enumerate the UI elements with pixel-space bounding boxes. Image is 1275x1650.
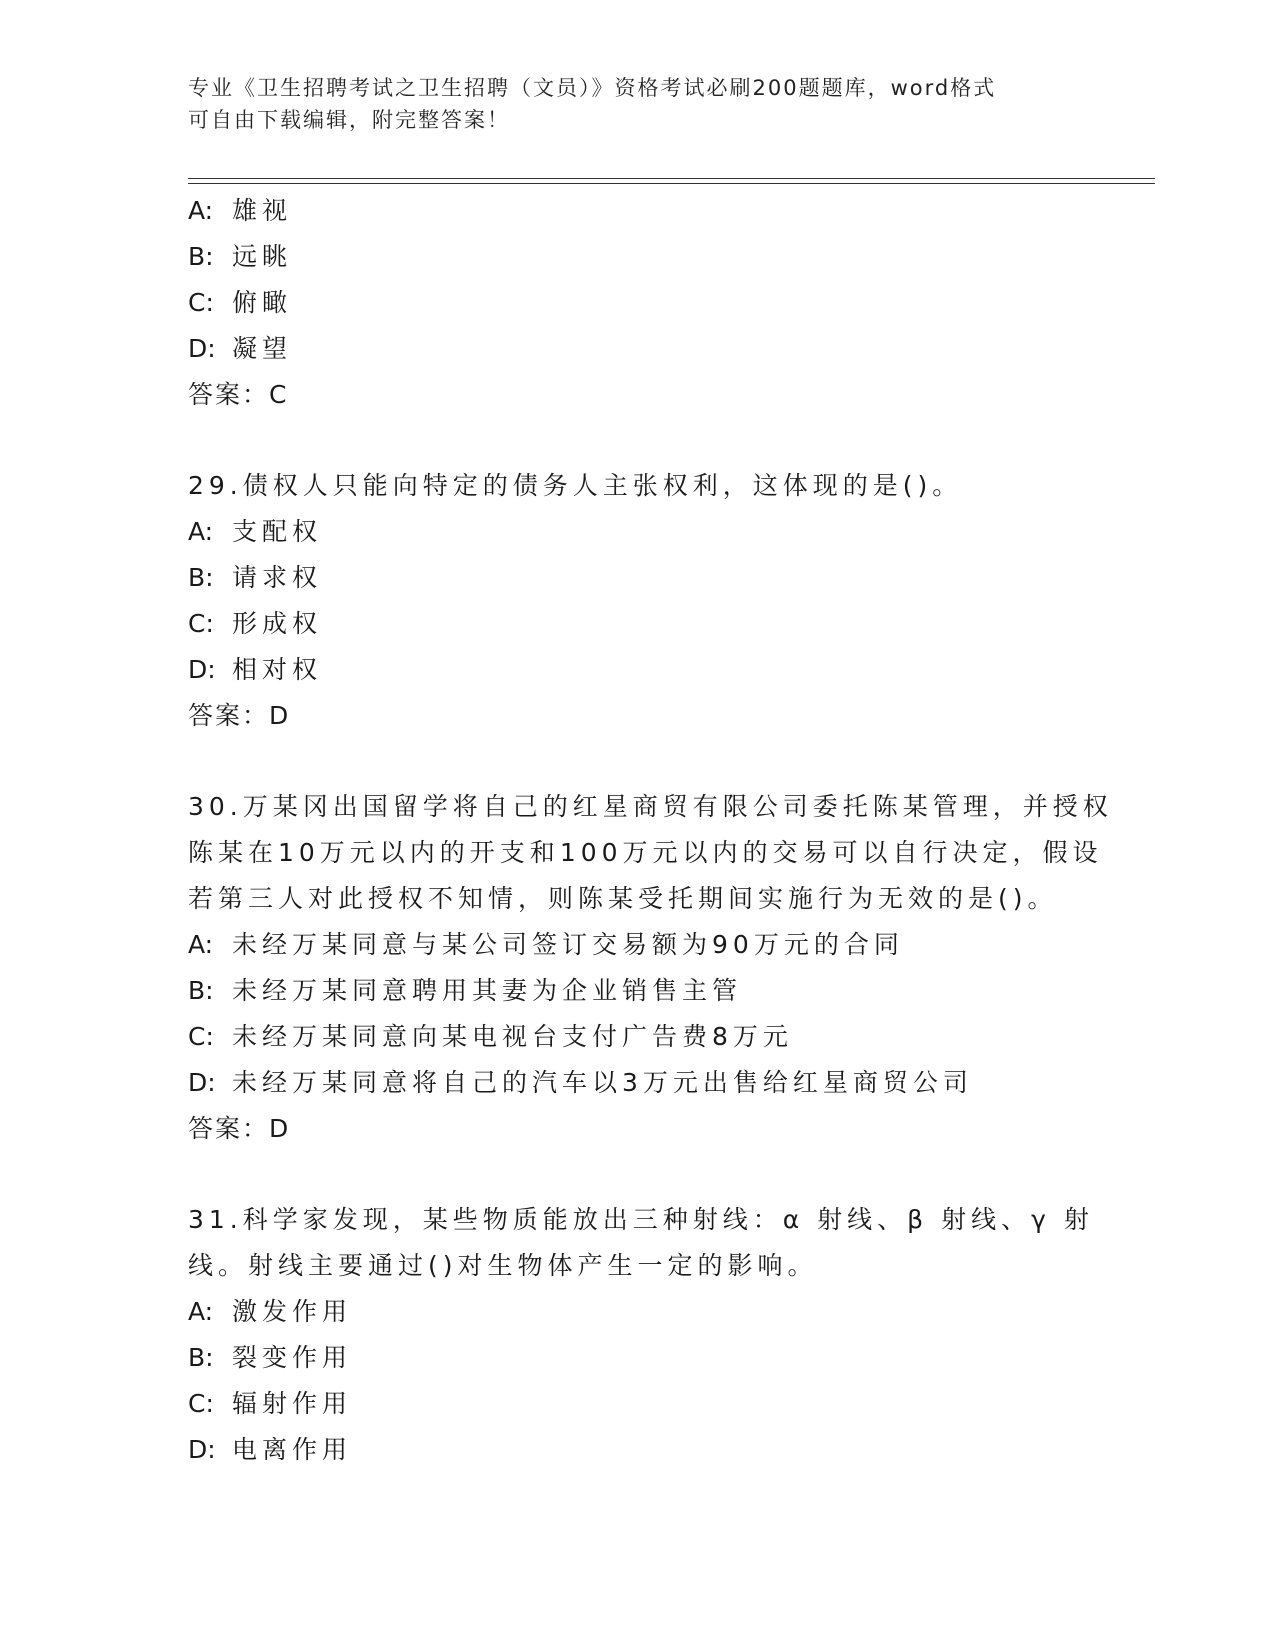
header-divider-bottom — [188, 183, 1155, 184]
header-line-2: 可自由下载编辑，附完整答案！ — [188, 108, 510, 132]
question-stem: 29.债权人只能向特定的债务人主张权利，这体现的是()。 — [188, 471, 963, 500]
header-divider-top — [188, 178, 1155, 179]
question-list — [188, 188, 1113, 1473]
option-c: C: 俯瞰 — [188, 288, 293, 317]
question-29 — [188, 463, 1088, 739]
option-a: A: 雄视 — [188, 196, 293, 225]
question-28 — [188, 188, 1088, 418]
option-a: A: 激发作用 — [188, 1297, 353, 1326]
option-c: C: 形成权 — [188, 609, 323, 638]
question-stem-line-1: 30.万某冈出国留学将自己的红星商贸有限公司委托陈某管理，并授权 — [188, 792, 1113, 821]
answer: 答案：C — [188, 380, 289, 409]
answer: 答案：D — [188, 1114, 291, 1143]
option-b: B: 裂变作用 — [188, 1343, 353, 1372]
option-d: D: 未经万某同意将自己的汽车以3万元出售给红星商贸公司 — [188, 1068, 973, 1097]
header-line-1: 专业《卫生招聘考试之卫生招聘（文员）》资格考试必刷200题题库，word格式 — [188, 76, 997, 100]
answer: 答案：D — [188, 701, 291, 730]
question-stem-line-2: 线。射线主要通过()对生物体产生一定的影响。 — [188, 1251, 818, 1280]
option-d: D: 电离作用 — [188, 1435, 353, 1464]
option-b: B: 远眺 — [188, 242, 293, 271]
option-c: C: 未经万某同意向某电视台支付广告费8万元 — [188, 1022, 793, 1051]
option-b: B: 请求权 — [188, 563, 323, 592]
option-c: C: 辐射作用 — [188, 1389, 353, 1418]
document-header — [188, 72, 1088, 136]
question-30 — [188, 784, 1113, 1152]
question-stem-line-2: 陈某在10万元以内的开支和100万元以内的交易可以自行决定，假设 — [188, 838, 1103, 867]
option-b: B: 未经万某同意聘用其妻为企业销售主管 — [188, 976, 743, 1005]
option-d: D: 相对权 — [188, 655, 323, 684]
option-a: A: 支配权 — [188, 517, 323, 546]
option-d: D: 凝望 — [188, 334, 293, 363]
option-a: A: 未经万某同意与某公司签订交易额为90万元的合同 — [188, 930, 904, 959]
question-stem-line-1: 31.科学家发现，某些物质能放出三种射线：α 射线、β 射线、γ 射 — [188, 1205, 1094, 1234]
question-31 — [188, 1197, 1094, 1473]
question-stem-line-3: 若第三人对此授权不知情，则陈某受托期间实施行为无效的是()。 — [188, 884, 1058, 913]
